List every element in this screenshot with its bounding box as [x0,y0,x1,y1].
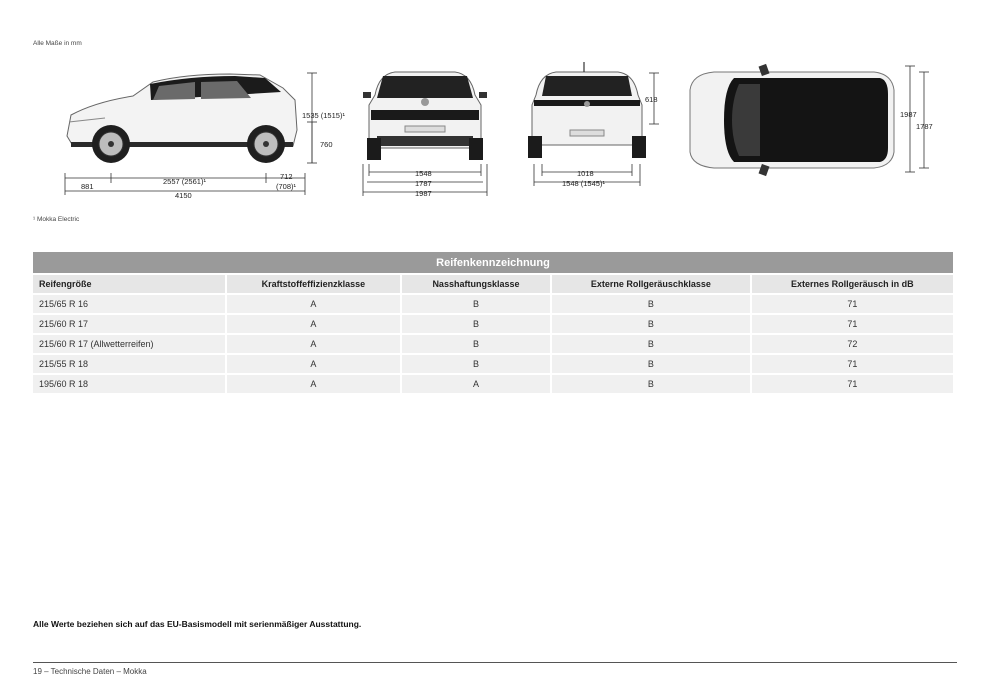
dim-rear-overhang-electric: (708)¹ [276,182,297,191]
cell-noise-class: B [552,315,750,333]
dim-top-width-mirrors: 1987 [900,110,917,119]
dim-top-width: 1787 [916,122,933,131]
footnote: ¹ Mokka Electric [33,216,80,223]
table-row [33,335,953,353]
cell-noise-class: B [552,375,750,393]
baseline-note: Alle Werte beziehen sich auf das EU-Basismodell mit serienmäßiger Ausstattung. [33,619,362,629]
dim-front-width-mirrors: 1987 [415,189,432,198]
table-row [33,295,953,313]
dim-front-track: 1548 [415,169,432,178]
car-front-illustration [363,72,487,160]
cell-wet-grip: A [402,375,550,393]
cell-wet-grip: B [402,335,550,353]
dim-rear-track-b: 1548 (1545)¹ [562,179,605,188]
dim-front-width: 1787 [415,179,432,188]
car-side-illustration [67,74,297,163]
header-fuel-efficiency: Kraftstoffeffizienzklasse [227,275,400,293]
measure-note: Alle Maße in mm [33,40,82,47]
car-rear-illustration [528,62,646,158]
dim-wheelbase: 2557 (2561)¹ [163,177,206,186]
cell-fuel-efficiency: A [227,335,400,353]
dim-rear-track-a: 1018 [577,169,594,178]
table-caption: Reifenkennzeichnung [33,252,953,273]
header-tyre-size: Reifengröße [33,275,225,293]
cell-tyre-size: 215/65 R 16 [33,295,225,313]
top-view-diagram [684,60,944,180]
car-top-illustration [690,64,894,176]
cell-fuel-efficiency: A [227,355,400,373]
cell-fuel-efficiency: A [227,315,400,333]
table-row [33,375,953,393]
dim-ground: 760 [320,140,333,149]
table-row [33,315,953,333]
header-noise-class: Externe Rollgeräuschklasse [552,275,750,293]
cell-tyre-size: 215/60 R 17 [33,315,225,333]
cell-tyre-size: 215/55 R 18 [33,355,225,373]
cell-tyre-size: 215/60 R 17 (Allwetterreifen) [33,335,225,353]
cell-noise-class: B [552,335,750,353]
dim-height: 1535 (1515)¹ [302,111,345,120]
cell-wet-grip: B [402,355,550,373]
tyre-label-table [31,250,955,395]
cell-wet-grip: B [402,315,550,333]
front-view-diagram [355,60,495,200]
cell-tyre-size: 195/60 R 18 [33,375,225,393]
cell-fuel-efficiency: A [227,295,400,313]
dim-rear-height: 618 [645,95,658,104]
header-noise-db: Externes Rollgeräusch in dB [752,275,953,293]
dim-length: 4150 [175,191,192,200]
cell-noise-db: 71 [752,355,953,373]
cell-noise-class: B [552,295,750,313]
page-footer: 19 – Technische Daten – Mokka [33,667,147,676]
dim-rear-overhang: 712 [280,172,293,181]
cell-noise-db: 71 [752,375,953,393]
table-row [33,355,953,373]
cell-noise-class: B [552,355,750,373]
rear-view-diagram [522,60,672,200]
cell-noise-db: 71 [752,315,953,333]
cell-noise-db: 72 [752,335,953,353]
footer-divider [33,662,957,663]
dim-front-overhang: 881 [81,182,94,191]
cell-noise-db: 71 [752,295,953,313]
side-view-diagram [55,60,355,210]
cell-wet-grip: B [402,295,550,313]
cell-fuel-efficiency: A [227,375,400,393]
header-wet-grip: Nasshaftungsklasse [402,275,550,293]
